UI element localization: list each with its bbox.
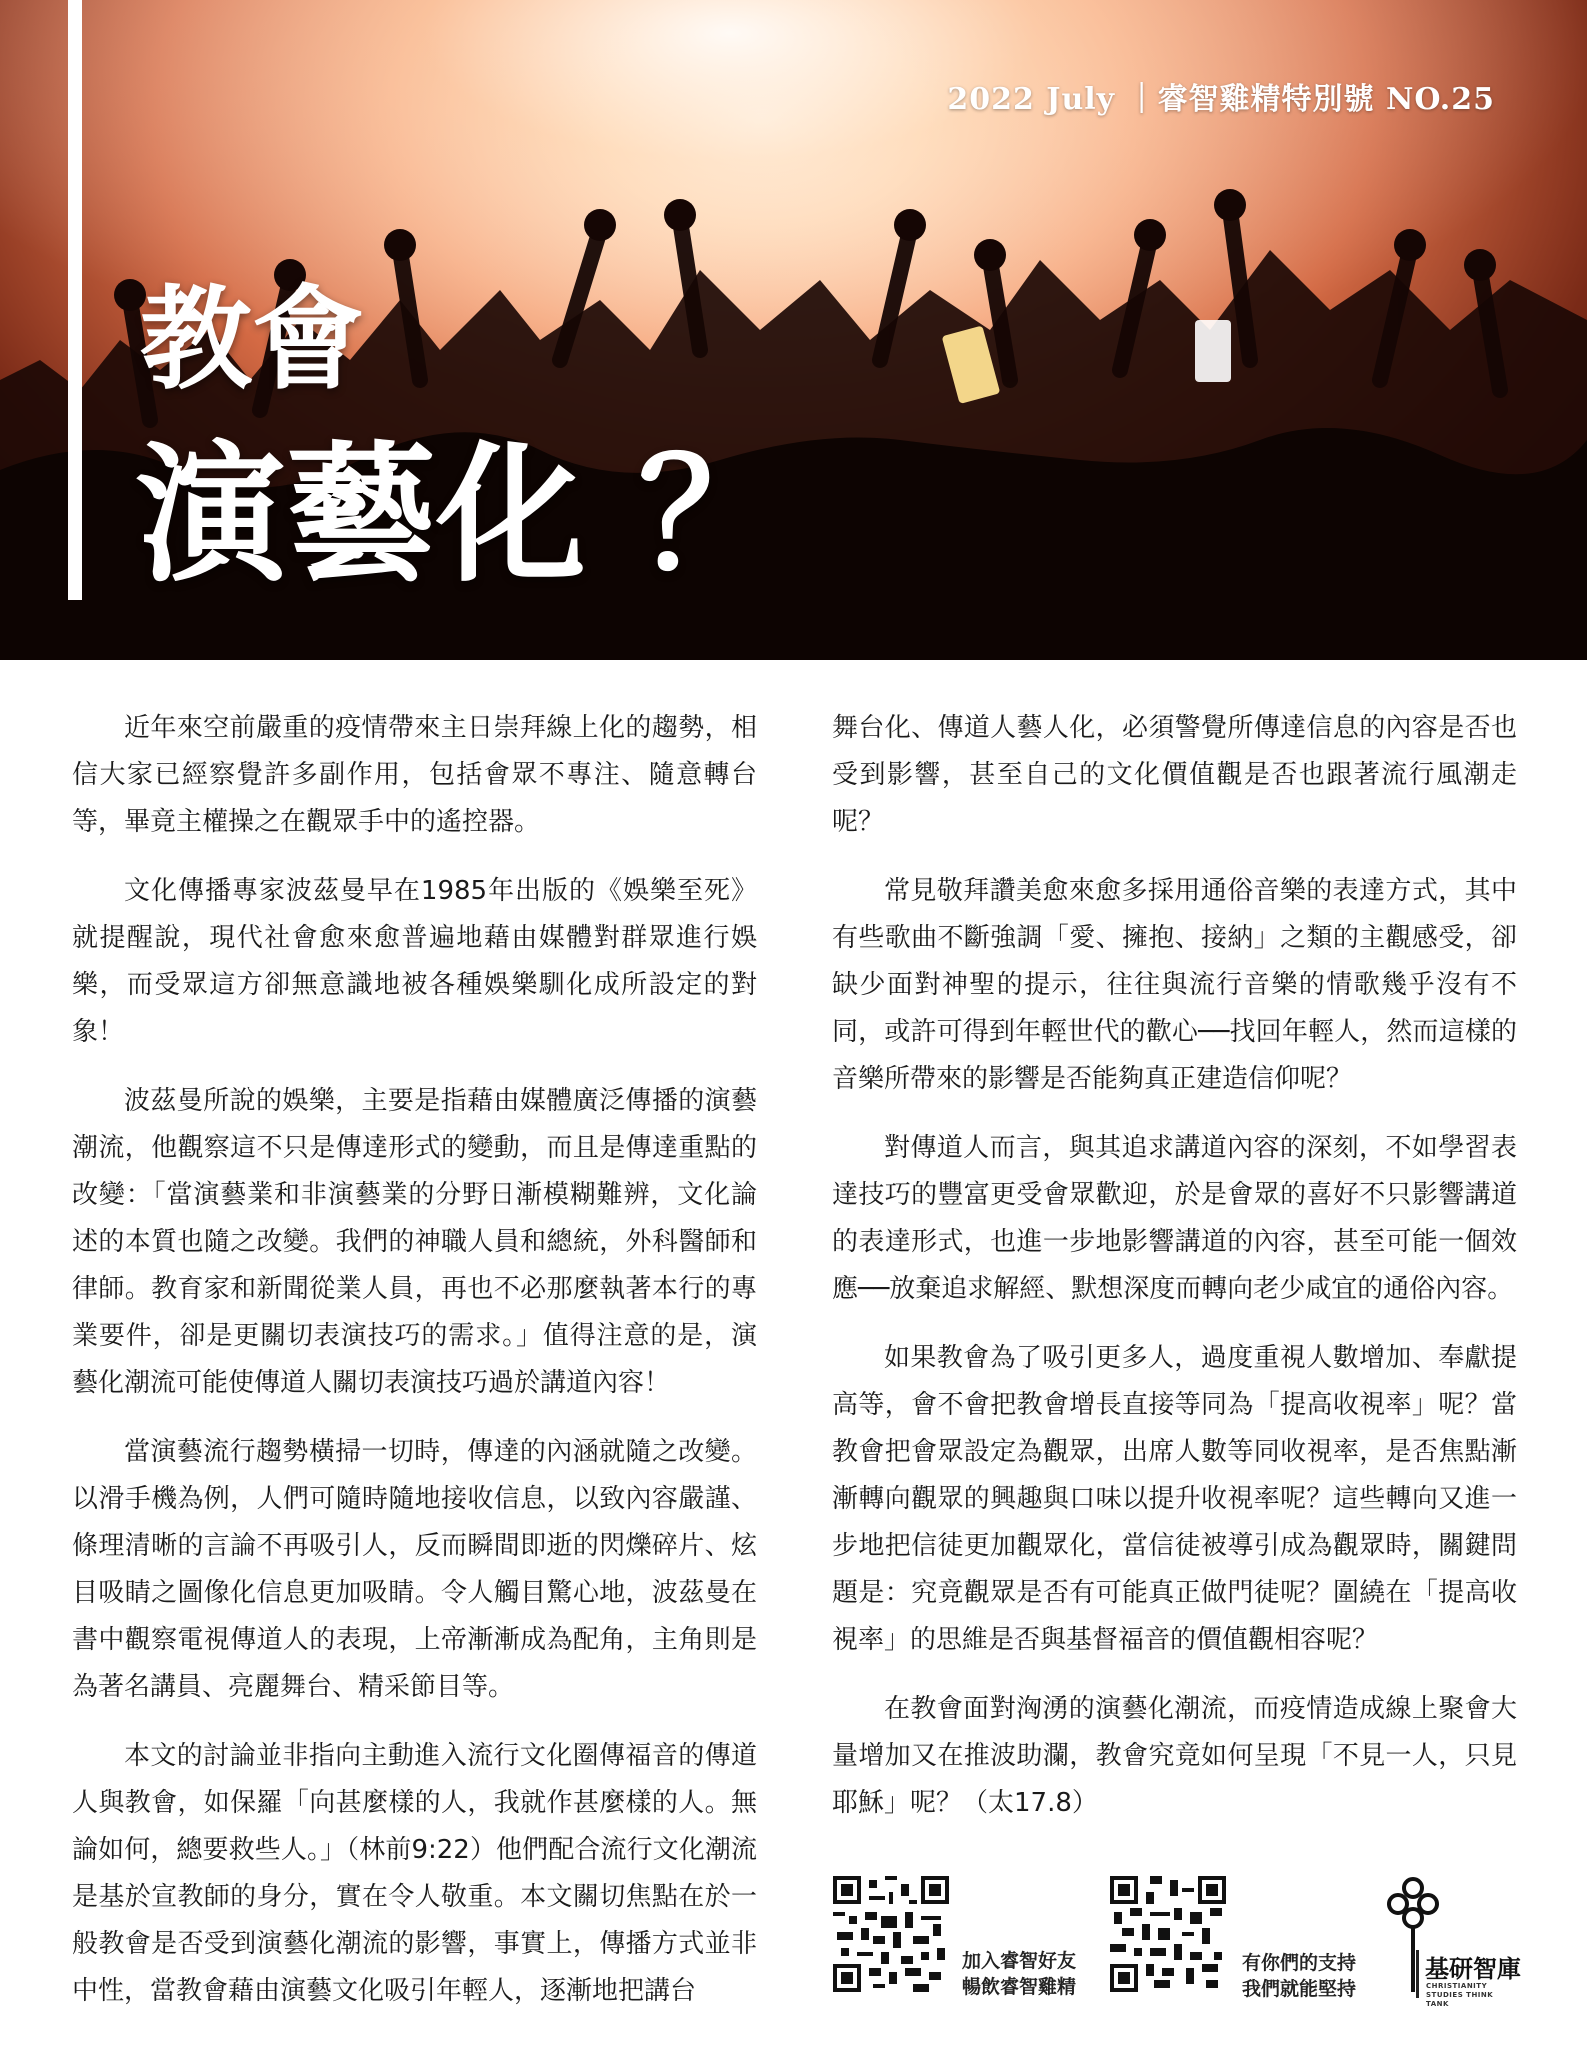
- paragraph: 當演藝流行趨勢橫掃一切時，傳達的內涵就隨之改變。以滑手機為例，人們可隨時隨地接收信息，以致內容嚴謹、條理清晰的言論不再吸引人，反而瞬間即逝的閃爍碎片、炫目吸睛之圖像化信息更加吸睛。令人觸目驚心地，波茲曼在書中觀察電視傳道人的表現，上帝漸漸成為配角，主角則是為著名講員、亮麗舞台、精采節目等。: [72, 1437, 757, 1702]
- qr-code-add-friend[interactable]: [833, 1876, 949, 1992]
- paragraph: 對傳道人而言，與其追求講道內容的深刻，不如學習表達技巧的豐富更受會眾歡迎，於是會眾的喜好不只影響講道的表達形式，也進一步地影響講道的內容，甚至可能一個效應──放棄追求解經、默想深度而轉向老少咸宜的通俗內容。: [832, 1133, 1517, 1304]
- qr-caption-add-friend: [962, 1948, 1076, 2000]
- paragraph: 波茲曼所說的娛樂，主要是指藉由媒體廣泛傳播的演藝潮流，他觀察這不只是傳達形式的變動，而且是傳達重點的改變：「當演藝業和非演藝業的分野日漸模糊難辨，文化論述的本質也隨之改變。我們的神職人員和總統，外科醫師和律師。教育家和新聞從業人員，再也不必那麼執著本行的專業要件，卻是更關切表演技巧的需求。」值得注意的是，演藝化潮流可能使傳道人關切表演技巧過於講道內容！: [72, 1086, 757, 1398]
- paragraph-continuation: 舞台化、傳道人藝人化，必須警覺所傳達信息的內容是否也受到影響，甚至自己的文化價值觀是否也跟著流行風潮走呢？: [832, 713, 1517, 837]
- caption-line: 我們就能堅持: [1242, 1978, 1357, 2000]
- caption-line: 暢飲睿智雞精: [962, 1976, 1077, 1998]
- caption-line: 有你們的支持: [1242, 1952, 1357, 1974]
- hero-banner: [0, 0, 1587, 660]
- title-line-2: 演藝化 ？: [136, 427, 789, 603]
- article-left-column: [72, 705, 757, 2037]
- accent-bar: [68, 0, 82, 600]
- logo-text: 基研智庫: [1425, 1955, 1521, 1983]
- logo-divider: [1416, 1950, 1419, 1998]
- qr-code-support[interactable]: [1110, 1876, 1226, 1992]
- paragraph: 常見敬拜讚美愈來愈多採用通俗音樂的表達方式，其中有些歌曲不斷強調「愛、擁抱、接納」之類的主觀感受，卻缺少面對神聖的提示，往往與流行音樂的情歌幾乎沒有不同，或許可得到年輕世代的歡心──找回年輕人，然而這樣的音樂所帶來的影響是否能夠真正建造信仰呢？: [832, 876, 1517, 1094]
- qr-caption-support: [1242, 1950, 1356, 2002]
- paragraph: 本文的討論並非指向主動進入流行文化圈傳福音的傳道人與教會，如保羅「向甚麼樣的人，我就作甚麼樣的人。無論如何，總要救些人。」（林前9:22）他們配合流行文化潮流是基於宣教師的身分，實在令人敬重。本文關切焦點在於一般教會是否受到演藝化潮流的影響，事實上，傳播方式並非中性，當教會藉由演藝文化吸引年輕人，逐漸地把講台: [72, 1741, 757, 2006]
- paragraph: 在教會面對洶湧的演藝化潮流，而疫情造成線上聚會大量增加又在推波助瀾，教會究竟如何呈現「不見一人，只見耶穌」呢？（太17.8）: [832, 1694, 1517, 1818]
- article-right-column: [832, 705, 1517, 1849]
- title-line-1: 教會: [140, 274, 364, 405]
- paragraph: 文化傳播專家波茲曼早在1985年出版的《娛樂至死》就提醒說，現代社會愈來愈普遍地藉由媒體對群眾進行娛樂，而受眾這方卻無意識地被各種娛樂馴化成所設定的對象！: [72, 876, 757, 1047]
- logo-subtitle: CHRISTIANITY STUDIES THINK TANK: [1426, 1982, 1494, 2008]
- issue-line: 2022 July ｜睿智雞精特別號 NO.25: [947, 82, 1495, 117]
- paragraph: 近年來空前嚴重的疫情帶來主日崇拜線上化的趨勢，相信大家已經察覺許多副作用，包括會眾不專注、隨意轉台等，畢竟主權操之在觀眾手中的遙控器。: [72, 713, 757, 837]
- paragraph: 如果教會為了吸引更多人，過度重視人數增加、奉獻提高等，會不會把教會增長直接等同為「提高收視率」呢？當教會把會眾設定為觀眾，出席人數等同收視率，是否焦點漸漸轉向觀眾的興趣與口味以提升收視率呢？這些轉向又進一步地把信徒更加觀眾化，當信徒被導引成為觀眾時，關鍵問題是：究竟觀眾是否有可能真正做門徒呢？圍繞在「提高收視率」的思維是否與基督福音的價值觀相容呢？: [832, 1343, 1517, 1655]
- caption-line: 加入睿智好友: [962, 1950, 1077, 1972]
